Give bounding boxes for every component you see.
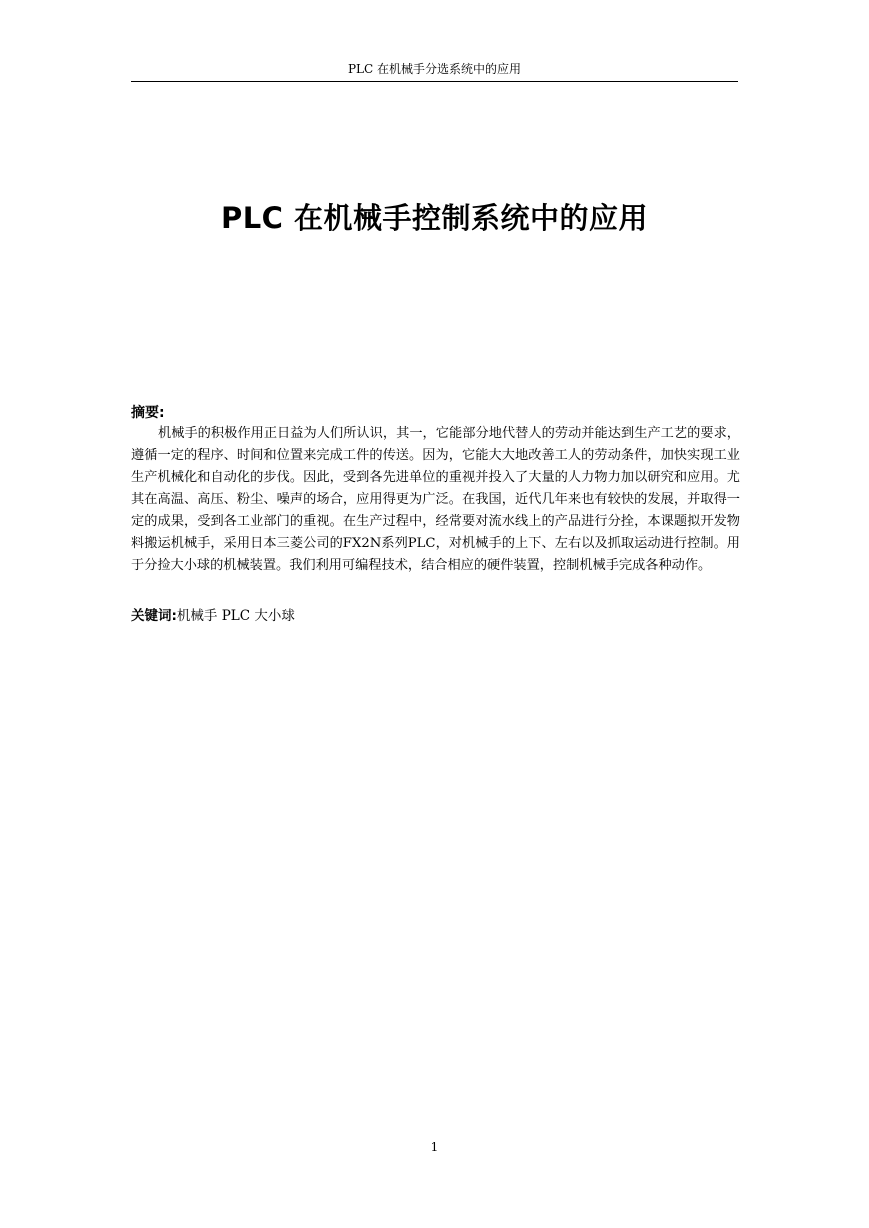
document-title: PLC 在机械手控制系统中的应用 [220,201,649,235]
keywords-value: 机械手 PLC 大小球 [176,608,295,624]
page-number: 1 [430,1140,439,1154]
running-header: PLC 在机械手分选系统中的应用 [131,60,738,82]
abstract-body: 机械手的积极作用正日益为人们所认识，其一，它能部分地代替人的劳动并能达到生产工艺的要求，遵循一定的程序、时间和位置来完成工件的传送。因为，它能大大地改善工人的劳动条件，加快实现工业生产机械化和自动化的步伐。因此，受到各先进单位的重视并投入了大量的人力物力加以研究和应用。尤其在高温、高压、粉尘、噪声的场合，应用得更为广泛。在我国，近代几年来也有较快的发展，并取得一定的成果，受到各工业部门的重视。在生产过程中，经常要对流水线上的产品进行分拴，本课题拟开发物料搬运机械手，采用日本三菱公司的FX2N系列PLC，对机械手的上下、左右以及抓取运动进行控制。用于分捡大小球的机械装置。我们利用可编程技术，结合相应的硬件装置，控制机械手完成各种动作。 [131,426,740,573]
keywords-label: 关键词: [131,608,177,624]
keywords-line [131,605,295,627]
abstract-heading: 摘要: [131,405,165,421]
